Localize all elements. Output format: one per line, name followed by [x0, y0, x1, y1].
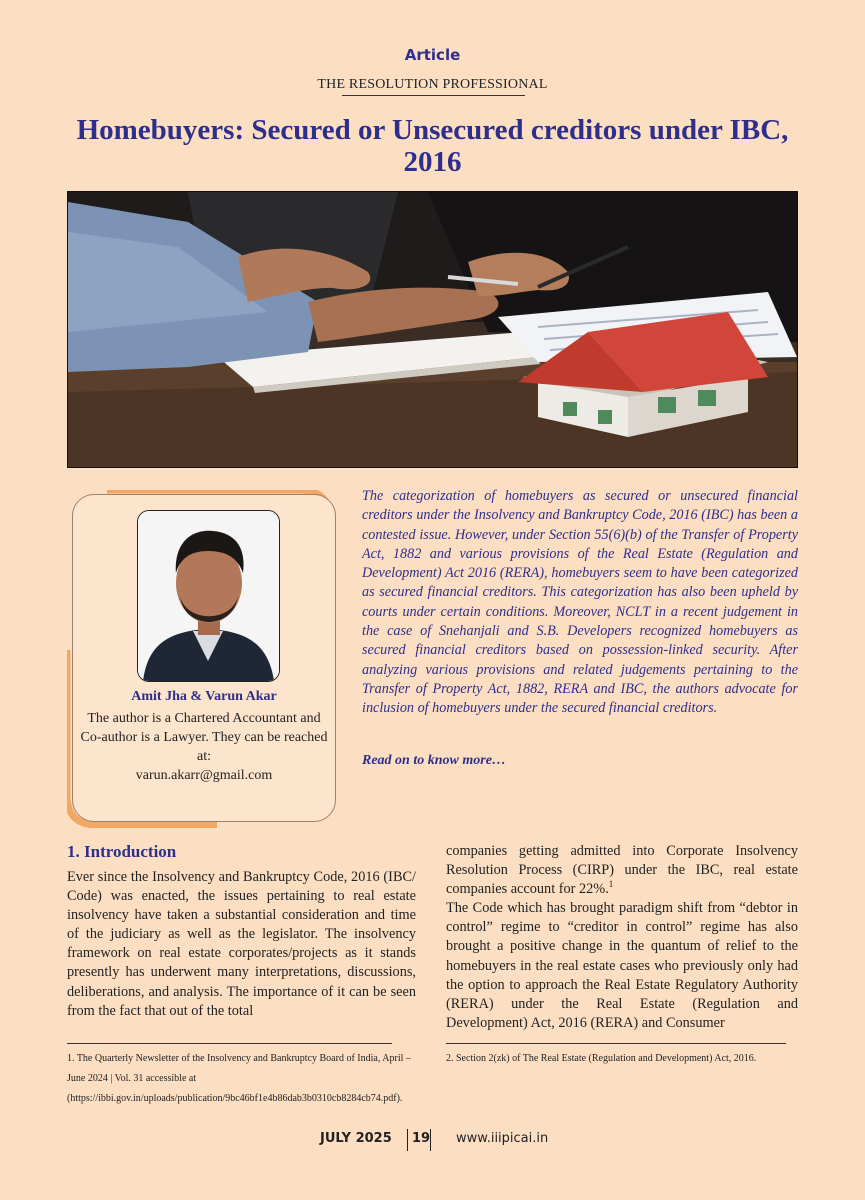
footer-website-link[interactable]: www.iiipicai.in — [456, 1131, 549, 1146]
intro-column-left: Ever since the Insolvency and Bankruptcy Code, 2016 (IBC/ Code) was enacted, the issues pertaining to real estate insolvency have taken a substantial consideration and time of the judiciary as well as the legislator. The insolvency framework on real estate corporates/projects as it stands presently has underwent many interpretations, discussions, deliberations, and analysis. The importance of it can be seen from the fact that out of the total — [67, 869, 416, 1019]
author-portrait — [138, 511, 279, 681]
footnote-divider-right — [446, 1043, 786, 1044]
section-heading-introduction: 1. Introduction — [67, 842, 177, 861]
magazine-underline — [342, 95, 525, 96]
footer-divider — [407, 1129, 408, 1151]
author-photo — [137, 510, 280, 682]
footer-date: JULY 2025 — [320, 1131, 392, 1146]
magazine-name: THE RESOLUTION PROFESSIONAL — [317, 77, 548, 92]
footnote-2: 2. Section 2(zk) of The Real Estate (Regulation and Development) Act, 2016. — [446, 1053, 757, 1064]
hero-photo-homebuyers — [67, 191, 798, 468]
author-bio-text: The author is a Chartered Accountant and Co-author is a Lawyer. They can be reached at: — [80, 711, 328, 764]
page-number: 19 — [412, 1131, 431, 1146]
page-footer — [0, 1129, 865, 1151]
author-email[interactable]: varun.akarr@gmail.com — [135, 768, 273, 783]
intro-right-paragraph-1: companies getting admitted into Corporate Insolvency Resolution Process (CIRP) under the IBC, real estate companies account for 22%. — [446, 843, 798, 898]
author-bio — [76, 709, 332, 785]
footnote-1: 1. The Quarterly Newsletter of the Insolvency and Bankruptcy Board of India, April – June 2024 | Vol. 31 accessible at (https://ibbi.gov.in/uploads/publication/9bc46bf1e4b86dab3b0310cb8284cb74.pdf). — [67, 1053, 411, 1104]
footer-divider — [430, 1129, 431, 1151]
footnote-ref: 1 — [608, 879, 614, 890]
article-title: Homebuyers: Secured or Unsecured creditors under IBC, 2016 — [76, 114, 789, 178]
hero-illustration — [68, 192, 797, 467]
author-names: Amit Jha & Varun Akar — [131, 689, 277, 704]
read-more: Read on to know more… — [362, 753, 506, 768]
intro-column-right — [446, 842, 798, 1033]
article-abstract: The categorization of homebuyers as secured or unsecured financial creditors under the Insolvency and Bankruptcy Code, 2016 (IBC) has been a contested issue. However, under Section 55(6)(b) of the Transfer of Property Act, 1882 and various provisions of the Real Estate (Regulation and Development) Act 2016 (RERA), homebuyers seem to have been categorized as secured financial creditors. This categorization has also been upheld by courts under certain conditions. Moreover, NCLT in a recent judgement in the case of Snehanjali and S.B. Developers recognized homebuyers as secured financial creditors based on possession-linked security. After analyzing various provisions and related judgements pertaining to the Transfer of Property Act, 1882, RERA and IBC, the authors advocate for inclusion of homebuyers under the secured financial creditors. — [362, 488, 798, 717]
intro-right-paragraph-2: The Code which has brought paradigm shift from “debtor in control” regime to “creditor in control” regime has also brought a positive change in the quantum of relief to the homebuyers in the real estate cases who previously only had the option to approach the Real Estate Regulatory Authority (RERA) under the Real Estate (Regulation and Development) Act, 2016 (RERA) and Consumer — [446, 900, 798, 1031]
section-label: Article — [404, 46, 461, 64]
footnote-divider-left — [67, 1043, 392, 1044]
